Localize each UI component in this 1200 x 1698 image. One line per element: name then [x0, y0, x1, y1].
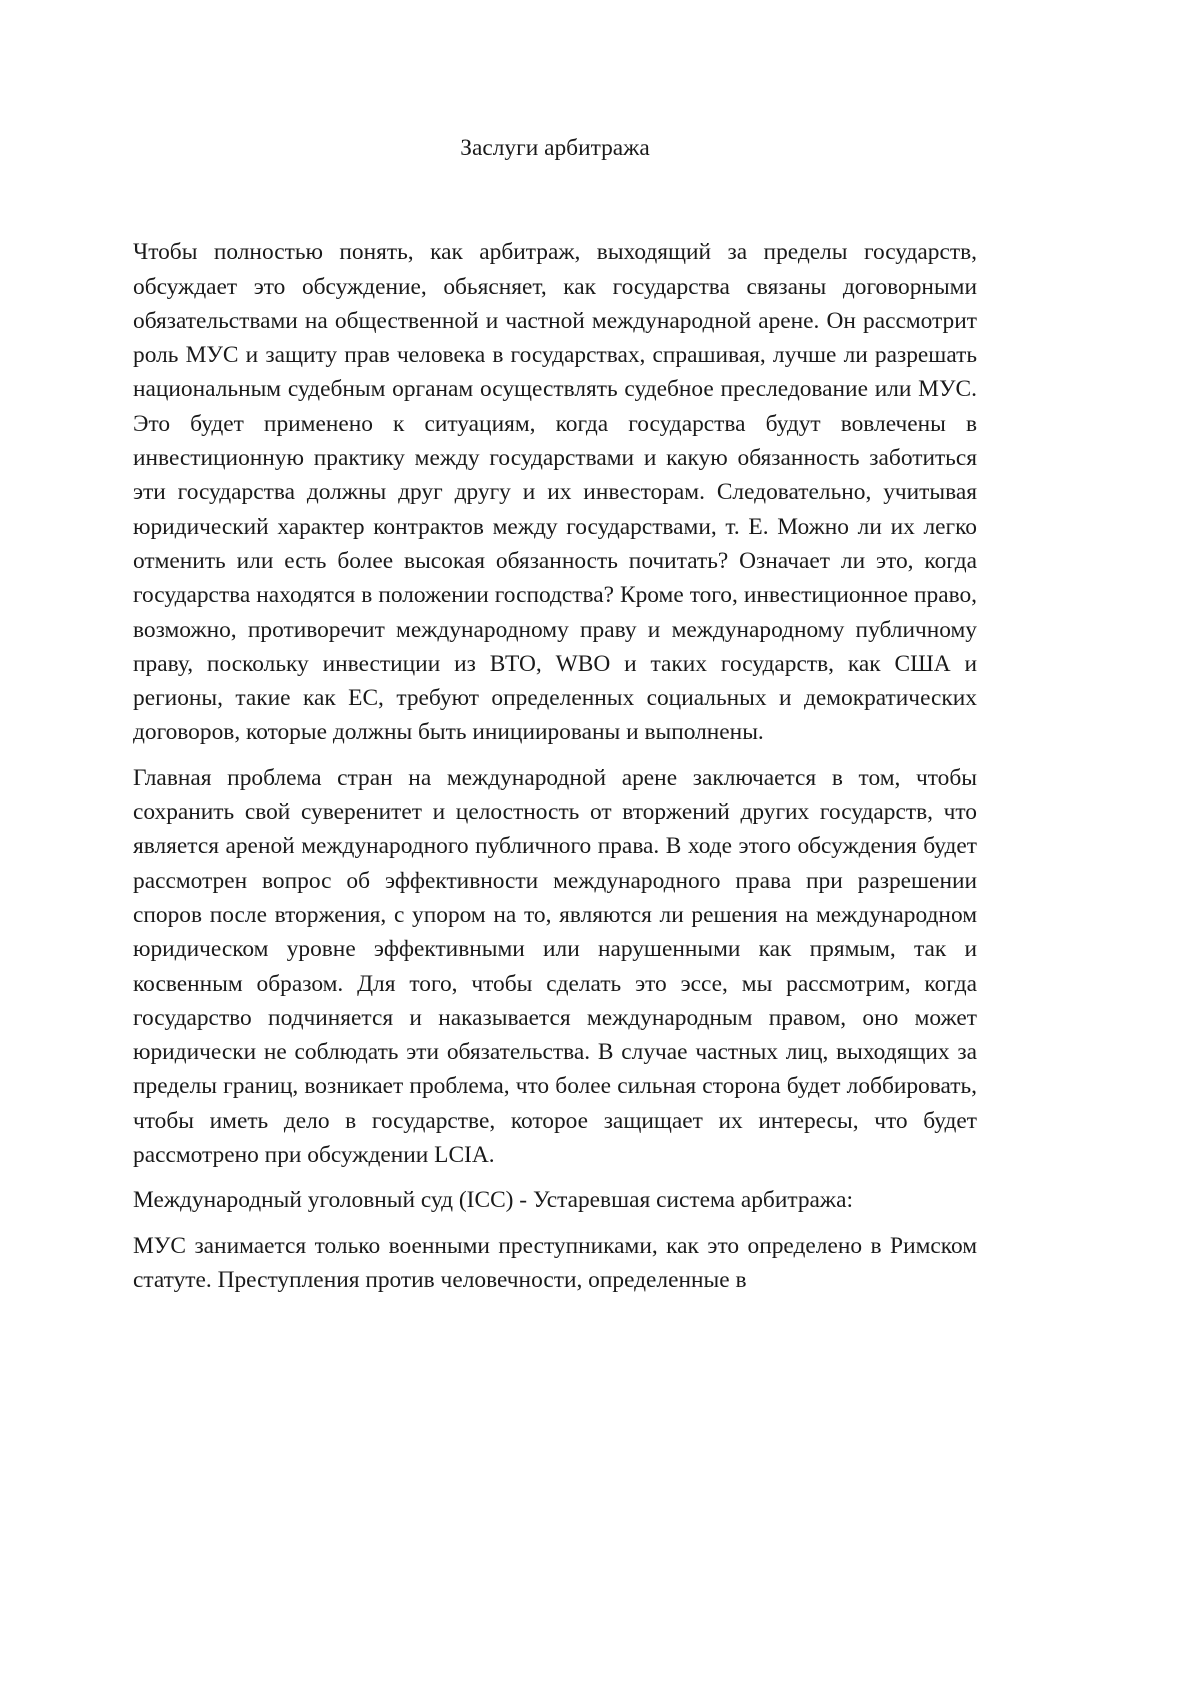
- paragraph-1: Чтобы полностью понять, как арбитраж, выходящий за пределы государств, обсуждает это обсуждение, обьясняет, как государства связаны договорными обязательствами на общественной и частной международной арене. Он рассмотрит роль МУС и защиту прав человека в государствах, спрашивая, лучше ли разрешать национальным судебным органам осуществлять судебное преследование или МУС. Это будет применено к ситуациям, когда государства будут вовлечены в инвестиционную практику между государствами и какую обязанность заботиться эти государства должны друг другу и их инвесторам. Следовательно, учитывая юридический характер контрактов между государствами, т. Е. Можно ли их легко отменить или есть более высокая обязанность почитать? Означает ли это, когда государства находятся в положении господства? Кроме того, инвестиционное право, возможно, противоречит международному праву и международному публичному праву, поскольку инвестиции из ВТО, WBO и таких государств, как США и регионы, такие как ЕС, требуют определенных социальных и демократических договоров, которые должны быть инициированы и выполнены.: [133, 239, 977, 746]
- paragraph-3: МУС занимается только военными преступниками, как это определено в Римском статуте. Преступления против человечности, определенные в: [133, 1232, 977, 1293]
- document-body: [133, 131, 977, 1297]
- paragraph-2: Главная проблема стран на международной арене заключается в том, чтобы сохранить свой суверенитет и целостность от вторжений других государств, что является ареной международного публичного права. В ходе этого обсуждения будет рассмотрен вопрос об эффективности международного права при разрешении споров после вторжения, с упором на то, являются ли решения на международном юридическом уровне эффективными или нарушенными как прямым, так и косвенным образом. Для того, чтобы сделать это эссе, мы рассмотрим, когда государство подчиняется и наказывается международным правом, оно может юридически не соблюдать эти обязательства. В случае частных лиц, выходящих за пределы границ, возникает проблема, что более сильная сторона будет лоббировать, чтобы иметь дело в государстве, которое защищает их интересы, что будет рассмотрено при обсуждении LCIA.: [133, 764, 977, 1169]
- document-title: Заслуги арбитража: [460, 135, 650, 161]
- section-heading: Международный уголовный суд (ICC) - Устаревшая система арбитража:: [133, 1187, 853, 1214]
